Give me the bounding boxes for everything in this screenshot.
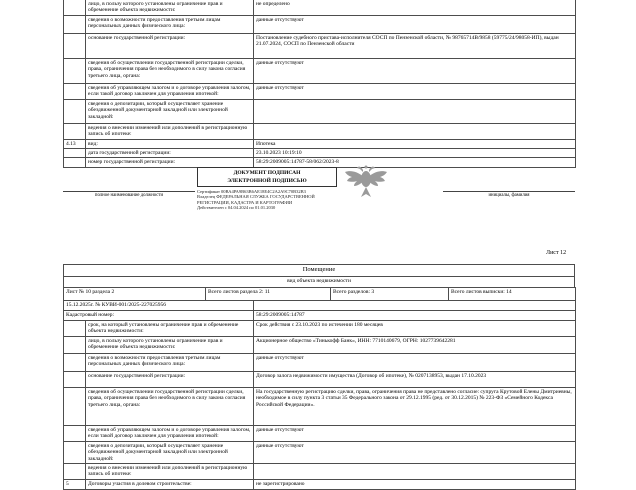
table-row xyxy=(64,425,576,441)
row-number xyxy=(64,336,86,353)
row-value xyxy=(254,123,576,139)
row-value: не определено xyxy=(254,0,576,15)
stamp-owner: Владелец ФЕДЕРАЛЬНАЯ СЛУЖБА ГОСУДАРСТВЕННОЙ РЕГИСТРАЦИИ, КАДАСТРА И КАРТОГРАФИИ xyxy=(197,194,315,205)
row-label: дата государственной регистрации: xyxy=(86,148,254,157)
table-row xyxy=(64,311,576,321)
row-number xyxy=(64,0,86,15)
table-row xyxy=(64,83,576,99)
row-value xyxy=(254,99,576,123)
sheet-number-label: Лист 12 xyxy=(546,250,567,256)
stamp-title-line1: ДОКУМЕНТ ПОДПИСАН xyxy=(233,170,301,176)
table-row xyxy=(64,336,576,353)
row-label: номер государственной регистрации: xyxy=(86,158,254,167)
row-number xyxy=(64,441,86,463)
table-row xyxy=(64,321,576,337)
coat-of-arms-icon xyxy=(343,163,389,206)
row-label: основание государственной регистрации: xyxy=(86,371,254,387)
table-row xyxy=(64,265,575,277)
table-row xyxy=(64,301,576,311)
object-type-header xyxy=(63,264,575,288)
row-number xyxy=(64,148,86,157)
meta-sheet: Лист № 10 раздела 2 xyxy=(64,288,206,301)
table-row xyxy=(64,148,576,157)
row-number xyxy=(64,15,86,33)
table-row xyxy=(64,479,576,489)
row-value: данные отсутствуют xyxy=(254,58,576,83)
registration-record-table-page1 xyxy=(63,0,576,168)
table-row xyxy=(64,33,576,58)
signature-line xyxy=(63,185,195,192)
row-number: 4.13 xyxy=(64,139,86,148)
object-type-subtitle: вид объекта недвижимости xyxy=(64,277,575,288)
table-row xyxy=(64,139,576,148)
extract-date-number: 15.12.2025г. № КУВИ-001/2025-227025956 xyxy=(64,301,254,311)
row-value: 23.10.2023 10:19:10 xyxy=(254,148,576,157)
row-number: 5 xyxy=(64,479,86,489)
row-value: 58:29:2009005:14787-58/062/2023-8 xyxy=(254,158,576,167)
row-label: Договоры участия в долевом строительстве: xyxy=(86,479,254,489)
cadastral-info-table xyxy=(63,300,576,321)
signature-area-right xyxy=(443,185,575,198)
meta-total-section-sheets: Всего листов раздела 2: 11 xyxy=(206,288,331,301)
object-type-title: Помещение xyxy=(64,265,575,277)
cadastral-number-label: Кадастровый номер: xyxy=(64,311,254,321)
table-row xyxy=(64,441,576,463)
row-label: ведения о внесении изменений или дополнений в регистрационную запись об ипотеке: xyxy=(86,463,254,479)
stamp-title-line2: ЭЛЕКТРОННОЙ ПОДПИСЬЮ xyxy=(227,178,307,184)
row-label: ведения о внесении изменений или дополнений в регистрационную запись об ипотеке: xyxy=(86,123,254,139)
signature-caption: полное наименование должности xyxy=(94,193,164,198)
table-row xyxy=(64,463,576,479)
digital-signature-stamp xyxy=(197,167,337,187)
row-label: сведения об осуществлении государственной регистрации сделки, права, ограничения права без необходимого в силу закона согласия третьего лица, органа: xyxy=(86,387,254,425)
row-value xyxy=(254,463,576,479)
empty-cell xyxy=(254,301,576,311)
row-value: данные отсутствуют xyxy=(254,353,576,371)
row-value: данные отсутствуют xyxy=(254,83,576,99)
row-number xyxy=(64,463,86,479)
table-row xyxy=(64,353,576,371)
row-value: Акционерное общество «Тинькофф Банк», ИНН: 7710140679, ОГРН: 1027739642281 xyxy=(254,336,576,353)
meta-total-sections: Всего разделов: 3 xyxy=(331,288,449,301)
row-value: Срок действия с 23.10.2023 по истечении 180 месяцев xyxy=(254,321,576,337)
row-label: срок, на который установлены ограничение прав и обременение объекта недвижимости: xyxy=(86,321,254,337)
row-label: сведения о депозитарии, который осуществляет хранение обездвиженной документарной закладной или электронной закладной: xyxy=(86,441,254,463)
row-number xyxy=(64,321,86,337)
row-value: На государственную регистрацию сделки, права, ограничения права не представлено согласие: супруга Крутовой Елены Дмитриевны, необходимое в силу пункта 3 статьи 35 Федерального закона от 29.12.1995 (ред. от 30.12.2015) № 223-ФЗ «Семейного Кодекса Российской Федерации». xyxy=(254,387,576,425)
row-number xyxy=(64,123,86,139)
row-label: сведения об управляющем залогом и о договоре управления залогом, если такой договор заключен для управления ипотекой: xyxy=(86,425,254,441)
registration-record-table-page2 xyxy=(63,320,576,490)
row-number xyxy=(64,387,86,425)
table-row xyxy=(64,58,576,83)
table-row xyxy=(64,277,575,288)
row-number xyxy=(64,158,86,167)
table-row xyxy=(64,288,576,301)
row-label: основание государственной регистрации: xyxy=(86,33,254,58)
row-label: сведения о возможности предоставления третьим лицам персональных данных физического лица: xyxy=(86,353,254,371)
signature-caption: инициалы, фамилия xyxy=(488,193,530,198)
stamp-details xyxy=(197,189,347,211)
row-label: вид: xyxy=(86,139,254,148)
row-number xyxy=(64,83,86,99)
table-row xyxy=(64,371,576,387)
row-label: сведения об управляющем залогом и о договоре управления залогом, если такой договор заключен для управления ипотекой: xyxy=(86,83,254,99)
page2-section xyxy=(63,264,575,490)
row-value: данные отсутствуют xyxy=(254,441,576,463)
table-row xyxy=(64,123,576,139)
row-number xyxy=(64,58,86,83)
table-row xyxy=(64,0,576,15)
cadastral-number-value: 58:29:2009005:14787 xyxy=(254,311,576,321)
row-label: сведения об осуществлении государственной регистрации сделки, права, ограничения права без необходимого в силу закона согласия третьего лица, органа: xyxy=(86,58,254,83)
table-row xyxy=(64,387,576,425)
row-number xyxy=(64,99,86,123)
row-number xyxy=(64,33,86,58)
row-value: данные отсутствуют xyxy=(254,425,576,441)
signature-line xyxy=(443,185,575,192)
row-number xyxy=(64,425,86,441)
row-label: лицо, в пользу которого установлены ограничение прав и обременение объекта недвижимости: xyxy=(86,0,254,15)
row-value: Договор залога недвижимости имущества (Договор об ипотеке), № 0207138953, выдан 17.10.2023 xyxy=(254,371,576,387)
table-row xyxy=(64,15,576,33)
stamp-validity: Действителен с 04.04.2024 по 01.01.2030 xyxy=(197,205,276,211)
stamp-certificate: Сертификат 00ВА4РА9В63В6АЕ18Е4С2А2А9С70В32В3 xyxy=(197,189,306,194)
signature-area-left xyxy=(63,185,195,198)
row-value: Постановление судебного пристава-исполнителя СОСП по Пензенской области, № 98765714В/9858 (59775/24/98058-ИП), выдан 21.07.2024, СОСП по Пензенской области xyxy=(254,33,576,58)
row-value: данные отсутствуют xyxy=(254,15,576,33)
row-number xyxy=(64,371,86,387)
table-row xyxy=(64,99,576,123)
sheet-meta-table xyxy=(63,287,576,301)
row-value: не зарегистрировано xyxy=(254,479,576,489)
row-value: Ипотека xyxy=(254,139,576,148)
row-label: сведения о возможности предоставления третьим лицам персональных данных физического лица: xyxy=(86,15,254,33)
row-label: лицо, в пользу которого установлены ограничение прав и обременение объекта недвижимости: xyxy=(86,336,254,353)
row-number xyxy=(64,353,86,371)
meta-total-sheets: Всего листов выписки: 14 xyxy=(449,288,576,301)
table-row xyxy=(64,158,576,167)
row-label: сведения о депозитарии, который осуществляет хранение обездвиженной документарной закладной или электронной закладной: xyxy=(86,99,254,123)
